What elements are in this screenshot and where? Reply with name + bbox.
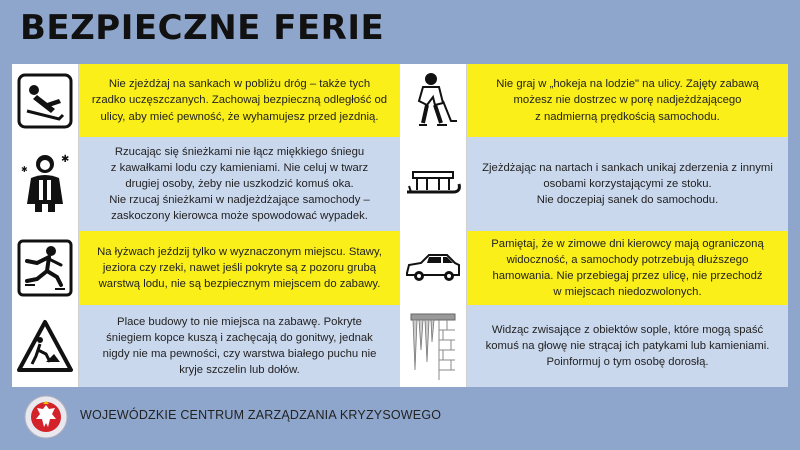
tips-row	[12, 64, 788, 137]
tip-card-construction-sites	[12, 305, 400, 387]
skater-icon	[12, 231, 79, 305]
hockey-player-icon	[400, 64, 467, 137]
tip-text: Nie graj w „hokeja na lodzie" na ulicy. Zajęty zabawą możesz nie dostrzec w porę nadjeżdżającego z nadmierną prędkością samochodu.	[496, 78, 759, 123]
svg-text:✱: ✱	[61, 154, 70, 165]
tips-row	[12, 137, 788, 231]
tip-card-ice-skating	[12, 231, 400, 305]
tip-text: Nie zjeżdżaj na sankach w pobliżu dróg – także tych rzadko uczęszczanych. Zachowaj bezpieczną odległość od ulicy, aby mieć pewność, że wyhamujesz przed jezdnią.	[91, 78, 388, 123]
footer-organization: WOJEWÓDZKIE CENTRUM ZARZĄDZANIA KRYZYSOWEGO	[80, 408, 442, 422]
tip-card-snowballs	[12, 137, 400, 231]
tip-card-sledding-roads	[12, 64, 400, 137]
tip-card-icicles	[400, 305, 788, 387]
sled-icon	[12, 64, 79, 137]
car-icon	[400, 231, 467, 305]
tip-text: Widząc zwisające z obiektów sople, które mogą spaść komuś na głowę nie strącaj ich patykami lub kamieniami. Poinformuj o tym osobę dorosłą.	[485, 323, 770, 369]
safety-tips-grid	[12, 64, 788, 387]
page-title: BEZPIECZNE FERIE	[20, 8, 385, 48]
icicles-icon	[400, 305, 467, 387]
svg-text:✱: ✱	[21, 165, 28, 174]
tips-row	[12, 305, 788, 387]
roadworks-sign-icon	[12, 305, 79, 387]
tip-text: Rzucając się śnieżkami nie łącz miękkiego śniegu z kawałkami lodu czy kamieniami. Nie celuj w twarz drugiej osoby, żeby nie uszkodzić komuś oka. Nie rzucaj śnieżkami w nadjeżdżające samochody – zaskoczony kierowca może spowodować wypadek.	[109, 145, 370, 223]
tip-card-street-hockey	[400, 64, 788, 137]
child-snowman-icon	[12, 137, 79, 231]
sled-side-icon	[400, 137, 467, 231]
polish-eagle-emblem-icon	[24, 395, 68, 439]
tip-card-drivers-visibility	[400, 231, 788, 305]
tip-text: Zjeżdżając na nartach i sankach unikaj zderzenia z innymi osobami korzystającymi ze stoku. Nie doczepiaj sanek do samochodu.	[482, 161, 773, 207]
tip-text: Na łyżwach jeździj tylko w wyznaczonym miejscu. Stawy, jeziora czy rzeki, nawet jeśli pokryte są z pozoru grubą warstwą lodu, nie są bezpiecznym miejscem do zabawy.	[97, 245, 382, 291]
tip-text: Pamiętaj, że w zimowe dni kierowcy mają ograniczoną widoczność, a samochody potrzebują dłuższego hamowania. Nie przebiegaj przez ulicę, nie przechodź w miejscach niedozwolonych.	[491, 237, 764, 299]
tip-card-slope-safety	[400, 137, 788, 231]
tip-text: Place budowy to nie miejsca na zabawę. Pokryte śniegiem kopce kuszą i zachęcają do gonitwy, jednak nigdy nie ma pewności, czy warstwa białego puchu nie kryje szczelin lub dołów.	[102, 315, 377, 377]
tips-row	[12, 231, 788, 305]
